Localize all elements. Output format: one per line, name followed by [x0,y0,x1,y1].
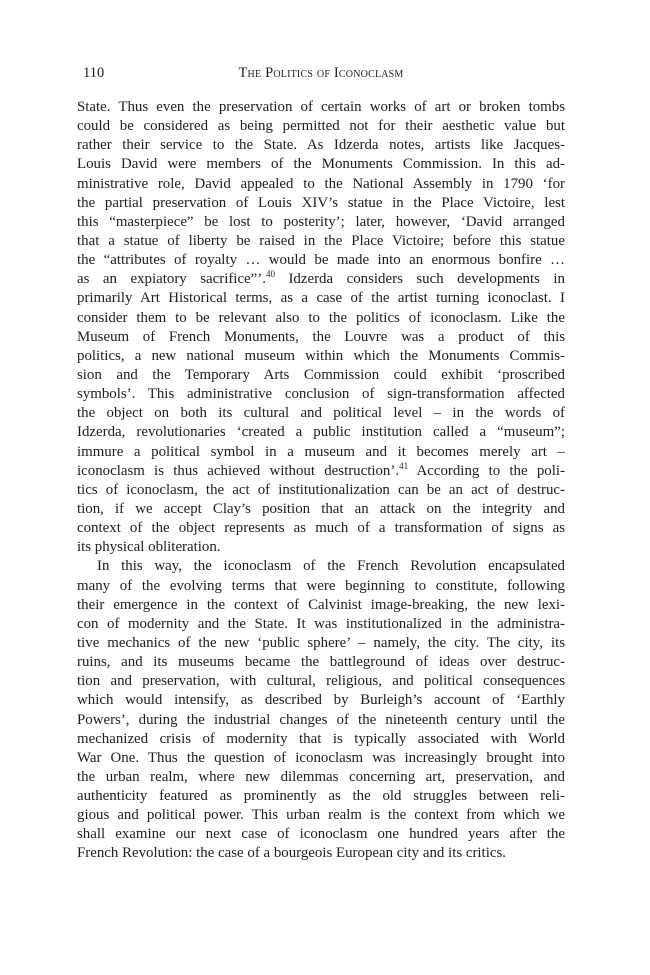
text-line [77,462,565,481]
line-text: ministrative role, David appealed to the National Assembly in 1790 ‘for [77,175,565,192]
text-line [77,423,565,442]
text-line [77,691,565,710]
line-text: iconoclasm is thus achieved without destruction’. [77,462,400,479]
text-line [77,711,565,730]
line-text: gious and political power. This urban realm is the context from which we [77,807,565,824]
line-text: In this way, the iconoclasm of the French Revolution encapsulated [97,558,565,575]
line-text: the urban realm, where new dilemmas concerning art, preservation, and [77,768,565,785]
book-page [77,62,565,864]
line-text: tion, if we accept Clay’s position that an attack on the integrity and [77,500,565,517]
line-text: the “attributes of royalty … would be made into an enormous bonfire … [77,252,565,269]
line-text: which would intensify, as described by Burleigh’s account of ‘Earthly [77,692,565,709]
text-line [77,749,565,768]
line-text: the partial preservation of Louis XIV’s statue in the Place Victoire, lest [77,194,565,211]
line-text: shall examine our next case of iconoclasm one hundred years after the [77,826,565,843]
paragraph [77,557,565,863]
text-line [77,366,565,385]
text-line [77,175,565,194]
paragraph [77,98,565,557]
line-text: many of the evolving terms that were beginning to constitute, following [77,577,565,594]
line-text: their emergence in the context of Calvinist image-breaking, the new lexi- [77,596,565,613]
text-line [77,443,565,462]
line-text: tive mechanics of the new ‘public sphere’ – namely, the city. The city, its [77,634,565,651]
text-line [77,385,565,404]
line-text: Louis David were members of the Monuments Commission. In this ad- [77,156,565,173]
line-text-continued: According to the poli- [408,462,565,479]
text-line [77,825,565,844]
line-text: authenticity featured as prominently as the old struggles between reli- [77,788,565,805]
text-line [77,615,565,634]
line-text: context of the object represents as much of a transformation of signs as [77,520,565,537]
text-line [77,730,565,749]
text-line [77,500,565,519]
line-text: sion and the Temporary Arts Commission could exhibit ‘proscribed [77,366,565,383]
text-line [77,634,565,653]
text-line [77,596,565,615]
text-line [77,328,565,347]
text-line [77,844,565,863]
text-line [77,213,565,232]
text-line [77,117,565,136]
running-head [77,62,565,84]
running-title: The Politics of Iconoclasm [238,65,404,81]
line-text: ruins, and its museums became the battleground of ideas over destruc- [77,654,565,671]
line-text: that a statue of liberty be raised in the Place Victoire; before this statue [77,232,565,249]
text-line [77,519,565,538]
text-line [77,136,565,155]
line-text: tion and preservation, with cultural, religious, and political consequences [77,673,565,690]
text-line [77,806,565,825]
page-number: 110 [83,65,105,81]
line-text: con of modernity and the State. It was institutionalized in the administra- [77,615,565,632]
text-line [77,481,565,500]
line-text: primarily Art Historical terms, as a case of the artist turning iconoclast. I [77,290,565,307]
line-text: Idzerda, revolutionaries ‘created a public institution called a “museum”; [77,424,565,441]
line-text: Museum of French Monuments, the Louvre was a product of this [77,328,565,345]
line-text: consider them to be relevant also to the politics of iconoclasm. Like the [77,309,565,326]
line-text: State. Thus even the preservation of certain works of art or broken tombs [77,99,565,115]
footnote-reference: 41 [399,461,409,471]
line-text: its physical obliteration. [77,539,221,556]
footnote-reference: 40 [265,270,275,280]
text-line [77,347,565,366]
text-line [77,577,565,596]
line-text: tics of iconoclasm, the act of institutionalization can be an act of destruc- [77,481,565,498]
line-text: this “masterpiece” be lost to posterity’; later, however, ‘David arranged [77,213,565,230]
text-line [77,768,565,787]
text-line [77,98,565,117]
text-line [77,309,565,328]
text-line [77,194,565,213]
line-text: War One. Thus the question of iconoclasm was increasingly brought into [77,749,565,766]
line-text: as an expiatory sacrifice”’. [77,271,266,288]
line-text: French Revolution: the case of a bourgeois European city and its critics. [77,845,506,862]
text-line [77,289,565,308]
line-text: rather their service to the State. As Idzerda notes, artists like Jacques- [77,137,565,154]
text-line [77,653,565,672]
text-line [77,538,565,557]
line-text: immure a political symbol in a museum and it becomes merely art – [77,443,565,460]
text-line [77,270,565,289]
text-line [77,557,565,576]
line-text: symbols’. This administrative conclusion of sign-transformation affected [77,386,565,403]
line-text-continued: Idzerda considers such developments in [274,271,565,288]
line-text: the object on both its cultural and political level – in the words of [77,405,565,422]
text-line [77,787,565,806]
line-text: Powers’, during the industrial changes of the nineteenth century until the [77,711,565,728]
body-text [77,98,565,864]
text-line [77,232,565,251]
text-line [77,155,565,174]
text-line [77,251,565,270]
line-text: politics, a new national museum within which the Monuments Commis- [77,347,565,364]
line-text: mechanized crisis of modernity that is typically associated with World [77,730,565,747]
line-text: could be considered as being permitted not for their aesthetic value but [77,118,565,135]
text-line [77,672,565,691]
text-line [77,404,565,423]
